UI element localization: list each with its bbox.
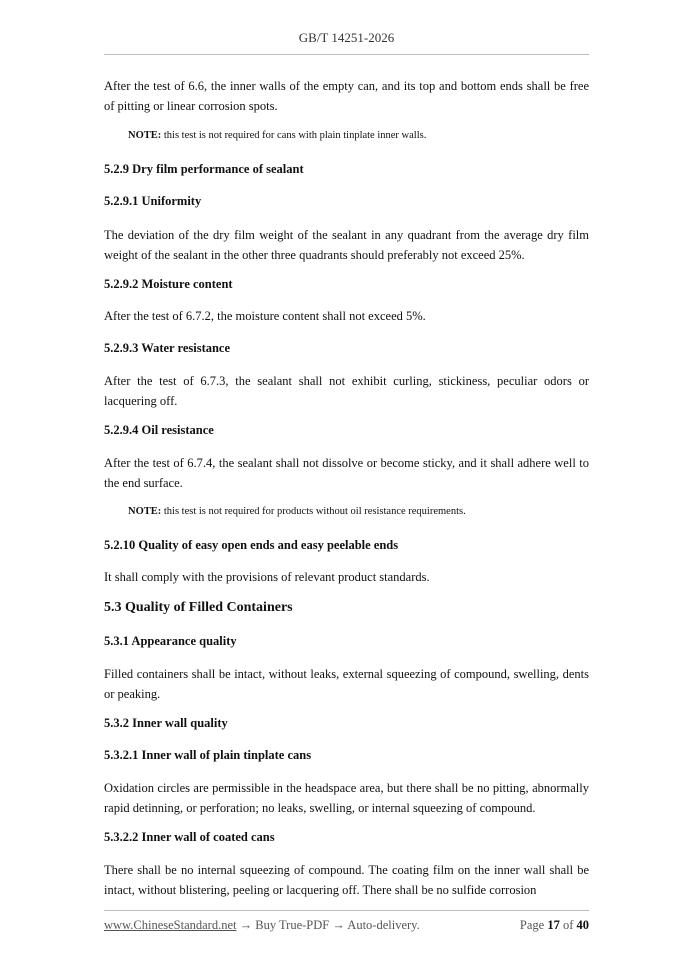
page-total: 40	[576, 918, 589, 932]
site-link[interactable]: www.ChineseStandard.net	[104, 918, 237, 932]
footer-tagline: → Buy True-PDF → Auto-delivery.	[236, 918, 420, 932]
heading-5-3-2-2: 5.3.2.2 Inner wall of coated cans	[104, 830, 275, 844]
heading-5-2-9-3: 5.2.9.3 Water resistance	[104, 341, 231, 355]
standard-code: GB/T 14251-2026	[298, 30, 395, 45]
page-number: 17	[547, 918, 560, 932]
heading-5-3-2: 5.3.2 Inner wall quality	[104, 716, 228, 730]
paragraph-6-6-result: After the test of 6.6, the inner walls of the empty can, and its top and bottom ends shall be free of pitting or linear corrosion spots.	[104, 79, 589, 113]
note-oil-resistance	[104, 504, 613, 520]
page-indicator	[520, 918, 589, 933]
note-text: this test is not required for cans with plain tinplate inner walls.	[161, 130, 427, 141]
page-header	[0, 30, 693, 46]
header-rule	[104, 54, 589, 55]
heading-5-2-10: 5.2.10 Quality of easy open ends and easy peelable ends	[104, 538, 399, 552]
paragraph-appearance: Filled containers shall be intact, without leaks, external squeezing of compound, swelling, dents or peaking.	[104, 667, 589, 701]
paragraph-moisture: After the test of 6.7.2, the moisture content shall not exceed 5%.	[104, 309, 426, 323]
footer-rule	[104, 910, 589, 911]
paragraph-water-resistance: After the test of 6.7.3, the sealant shall not exhibit curling, stickiness, peculiar odors or lacquering off.	[104, 374, 589, 408]
note-text: this test is not required for products without oil resistance requirements.	[161, 506, 466, 517]
of-label: of	[559, 918, 577, 932]
paragraph-oil-resistance: After the test of 6.7.4, the sealant shall not dissolve or become sticky, and it shall adhere well to the end surface.	[104, 456, 589, 490]
page-footer	[104, 918, 589, 933]
paragraph-uniformity: The deviation of the dry film weight of the sealant in any quadrant from the average dry film weight of the sealant in the other three quadrants should preferably not exceed 25%.	[104, 228, 589, 262]
heading-5-2-9: 5.2.9 Dry film performance of sealant	[104, 162, 304, 176]
heading-5-2-9-4: 5.2.9.4 Oil resistance	[104, 423, 214, 437]
heading-5-3: 5.3 Quality of Filled Containers	[104, 600, 293, 615]
note-label: NOTE:	[128, 506, 162, 517]
paragraph-easy-open-ends: It shall comply with the provisions of relevant product standards.	[104, 570, 430, 584]
note-label: NOTE:	[128, 130, 162, 141]
paragraph-plain-tinplate-cans: Oxidation circles are permissible in the headspace area, but there shall be no pitting, abnormally rapid detinning, or perforation; no leaks, swelling, or internal squeezing of compound.	[104, 781, 589, 815]
paragraph-coated-cans: There shall be no internal squeezing of compound. The coating film on the inner wall shall be intact, without blistering, peeling or lacquering off. There shall be no sulfide corrosion	[104, 863, 589, 897]
heading-5-2-9-1: 5.2.9.1 Uniformity	[104, 194, 202, 208]
heading-5-3-2-1: 5.3.2.1 Inner wall of plain tinplate cans	[104, 748, 312, 762]
note-plain-tinplate	[104, 128, 613, 144]
heading-5-3-1: 5.3.1 Appearance quality	[104, 634, 237, 648]
page-label: Page	[519, 918, 548, 932]
heading-5-2-9-2: 5.2.9.2 Moisture content	[104, 277, 233, 291]
